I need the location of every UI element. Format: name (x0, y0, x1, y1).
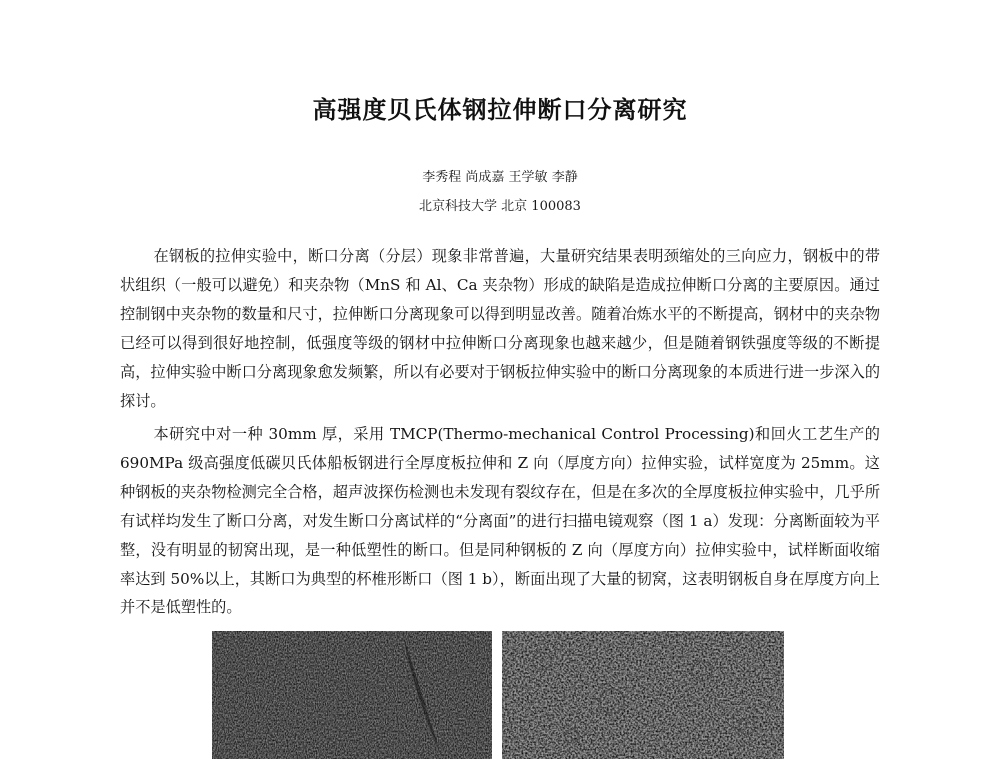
body-paragraph-2: 本研究中对一种 30mm 厚，采用 TMCP(Thermo-mechanical Control Processing)和回火工艺生产的 690MPa 级高强度低碳贝氏体船板钢进行全厚度板拉伸和 Z 向（厚度方向）拉伸实验，试样宽度为 25mm。这种钢板的夹杂物检测完全合格，超声波探伤检测也未发现有裂纹存在，但是在多次的全厚度板拉伸实验中，几乎所有试样均发生了断口分离，对发生断口分离试样的“分离面”的进行扫描电镜观察（图 1 a）发现：分离断面较为平整，没有明显的韧窝出现，是一种低塑性的断口。但是同种钢板的 Z 向（厚度方向）拉伸实验中，试样断面收缩率达到 50%以上，其断口为典型的杯椎形断口（图 1 b），断面出现了大量的韧窝，这表明钢板自身在厚度方向上并不是低塑性的。 (120, 425, 880, 617)
micrograph-a-separation-surface (212, 631, 492, 759)
author-affiliation: 北京科技大学 北京 100083 (419, 199, 581, 214)
paper-title: 高强度贝氏体钢拉伸断口分离研究 (312, 96, 688, 124)
micrograph-b-dimple-fracture (502, 631, 784, 759)
figure-1-micrographs (212, 631, 784, 759)
body-paragraph-1: 在钢板的拉伸实验中，断口分离（分层）现象非常普遍，大量研究结果表明颈缩处的三向应力，钢板中的带状组织（一般可以避免）和夹杂物（MnS 和 Al、Ca 夹杂物）形成的缺陷是造成拉伸断口分离的主要原因。通过控制钢中夹杂物的数量和尺寸，拉伸断口分离现象可以得到明显改善。随着冶炼水平的不断提高，钢材中的夹杂物已经可以得到很好地控制，低强度等级的钢材中拉伸断口分离现象也越来越少，但是随着钢铁强度等级的不断提高，拉伸实验中断口分离现象愈发频繁，所以有必要对于钢板拉伸实验中的断口分离现象的本质进行进一步深入的探讨。 (120, 247, 880, 410)
author-list: 李秀程 尚成嘉 王学敏 李静 (422, 170, 578, 185)
